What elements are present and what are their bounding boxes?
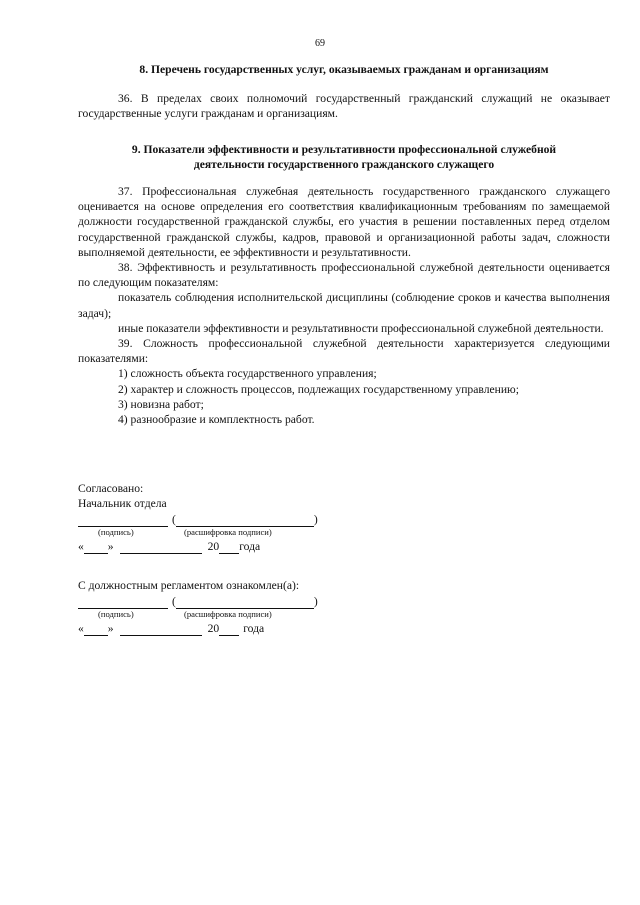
paragraph-38: 38. Эффективность и результативность профессиональной служебной деятельности оценивается по следующим показателям: [78,261,610,290]
section-9-heading-line2: деятельности государственного гражданского служащего [193,157,495,171]
page-number: 69 [315,38,325,49]
acquainted-date-year: 20 [207,622,220,635]
acquainted-signature-field[interactable] [78,597,168,609]
acquainted-paren-open: ( [172,595,176,608]
approval-caption-signature: (подпись) [98,527,134,537]
acquainted-month-field[interactable] [120,624,202,636]
approval-date-year: 20 [207,540,220,553]
acquainted-date-row [78,620,478,636]
approval-month-field[interactable] [120,542,202,554]
approval-label: Согласовано: [78,482,144,495]
approval-block [78,481,478,554]
acquainted-signature-row [78,593,478,609]
approval-caption-row [78,527,478,538]
acquainted-day-field[interactable] [84,624,108,636]
acquainted-date-suffix: года [243,622,265,635]
approval-year-field[interactable] [219,542,239,554]
document-body [78,62,610,427]
approval-signature-row [78,511,478,527]
paragraph-39-item-4: 4) разнообразие и комплектность работ. [118,413,315,427]
acquainted-date-close: » [107,622,114,635]
section-9-heading-line1: 9. Показатели эффективности и результативности профессиональной служебной [131,142,557,156]
approval-paren-open: ( [172,513,176,526]
acquainted-caption-signature: (подпись) [98,609,134,619]
paragraph-39-item-1: 1) сложность объекта государственного управления; [118,367,377,381]
acquainted-caption-row [78,609,478,620]
paragraph-39: 39. Сложность профессиональной служебной деятельности характеризуется следующими показателями: [78,337,610,366]
section-8-heading: 8. Перечень государственных услуг, оказываемых гражданам и организациям [139,63,549,76]
acquainted-date-open: « [78,622,84,635]
approval-signature-field[interactable] [78,515,168,527]
approval-date-suffix: года [239,540,261,553]
approval-date-open: « [78,540,84,553]
acquainted-block [78,578,478,636]
paragraph-39-item-2: 2) характер и сложность процессов, подлежащих государственному управлению; [118,382,519,396]
approval-decode-field[interactable] [176,515,314,527]
paragraph-39-item-3: 3) новизна работ; [118,397,204,411]
paragraph-38-item-2: иные показатели эффективности и результативности профессиональной служебной деятельности. [118,321,604,335]
paragraph-37: 37. Профессиональная служебная деятельность государственного гражданского служащего оценивается на основе определения его соответствия квалификационным требованиям по замещаемой должности государственной гражданской службы, его участия в решении поставленных перед отделом государственной гражданской службы, кадров, правовой и организационной работы задач, сложности выполняемой деятельности, ее эффективности и результативности. [78,185,610,259]
acquainted-year-field[interactable] [219,624,239,636]
acquainted-decode-field[interactable] [176,597,314,609]
acquainted-paren-close: ) [313,595,318,608]
approval-paren-close: ) [313,513,318,526]
paragraph-38-item-1: показатель соблюдения исполнительской дисциплины (соблюдение сроков и качества выполнения задач); [78,291,610,320]
approval-date-close: » [107,540,114,553]
approval-caption-decode: (расшифровка подписи) [184,527,272,537]
approval-day-field[interactable] [84,542,108,554]
approval-date-row [78,538,478,554]
acquainted-caption-decode: (расшифровка подписи) [184,609,272,619]
acquainted-label: С должностным регламентом ознакомлен(а): [78,579,300,592]
paragraph-36: 36. В пределах своих полномочий государственный гражданский служащий не оказывает государственные услуги гражданам и организациям. [78,92,610,121]
approval-position: Начальник отдела [78,497,167,510]
